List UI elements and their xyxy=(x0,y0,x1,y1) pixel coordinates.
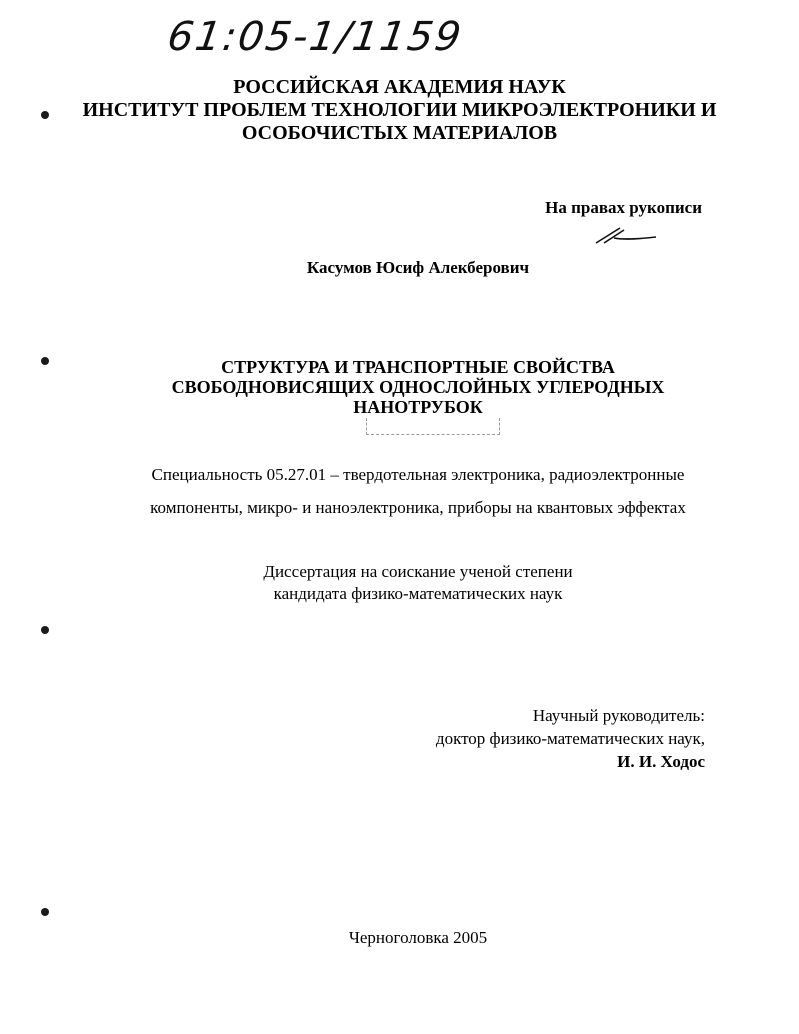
title-line-3: НАНОТРУБОК xyxy=(353,397,483,417)
supervisor-name: И. И. Ходос xyxy=(617,752,705,771)
organization-line-2: ИНСТИТУТ ПРОБЛЕМ ТЕХНОЛОГИИ МИКРОЭЛЕКТРОНИКИ И xyxy=(82,99,717,121)
organization-header xyxy=(0,76,799,145)
dissertation-title xyxy=(0,357,799,417)
manuscript-rights: На правах рукописи xyxy=(545,198,702,217)
binding-hole-mark xyxy=(41,908,49,916)
organization-line-3: ОСОБОЧИСТЫХ МАТЕРИАЛОВ xyxy=(241,122,558,144)
binding-hole-mark xyxy=(41,357,49,365)
author-name: Касумов Юсиф Алекберович xyxy=(306,258,530,277)
binding-hole-mark xyxy=(41,111,49,119)
supervisor-label: Научный руководитель: xyxy=(532,706,705,725)
specialty-text xyxy=(0,458,799,524)
specialty-line-1: Специальность 05.27.01 – твердотельная электроника, радиоэлектронные xyxy=(151,465,685,484)
specialty-line-2: компоненты, микро- и наноэлектроника, приборы на квантовых эффектах xyxy=(150,498,686,517)
signature-mark xyxy=(594,226,658,246)
binding-hole-mark xyxy=(41,626,49,634)
dissertation-line-2: кандидата физико-математических наук xyxy=(273,584,563,603)
dissertation-line-1: Диссертация на соискание ученой степени xyxy=(263,562,573,581)
supervisor-block xyxy=(436,704,705,773)
library-stamp xyxy=(366,418,500,435)
supervisor-degree: доктор физико-математических наук, xyxy=(435,729,705,748)
dissertation-degree xyxy=(0,561,799,605)
place-year: Черноголовка 2005 xyxy=(348,928,488,947)
archive-number-handwritten: 61:05-1/1159 xyxy=(164,14,466,60)
title-line-1: СТРУКТУРА И ТРАНСПОРТНЫЕ СВОЙСТВА xyxy=(221,357,615,377)
organization-line-1: РОССИЙСКАЯ АКАДЕМИЯ НАУК xyxy=(233,76,566,98)
title-line-2: СВОБОДНОВИСЯЩИХ ОДНОСЛОЙНЫХ УГЛЕРОДНЫХ xyxy=(171,377,665,397)
